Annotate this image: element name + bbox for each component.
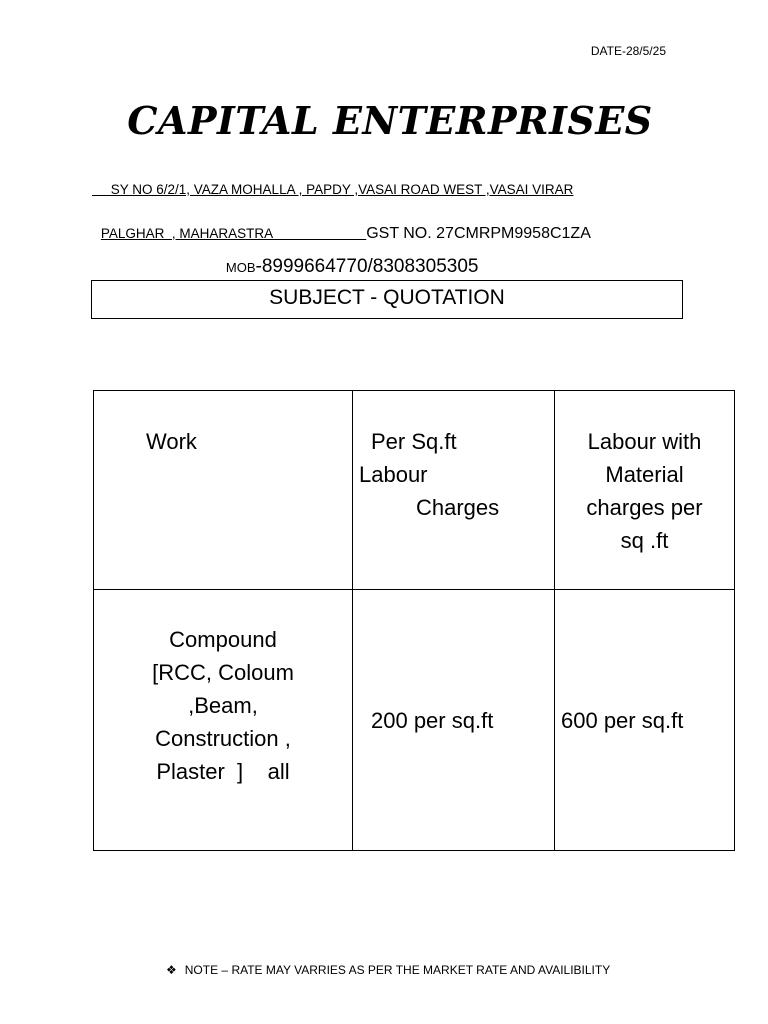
quotation-table xyxy=(93,390,735,851)
work-line-1: Compound xyxy=(169,627,277,652)
header-material-line-1: Labour with xyxy=(587,429,702,454)
row-labour-rate: 200 per sq.ft xyxy=(353,590,555,851)
header-labour-line-1: Per Sq.ft xyxy=(371,429,457,454)
header-material-line-4: sq .ft xyxy=(620,528,669,553)
address-line-2-text: PALGHAR , MAHARASTRA xyxy=(100,226,367,241)
footer-note xyxy=(166,963,610,977)
work-line-3: ,Beam, xyxy=(188,693,258,718)
gst-number: GST NO. 27CMRPM9958C1ZA xyxy=(366,225,591,242)
mobile-number: -8999664770/8308305305 xyxy=(255,256,479,277)
company-name: CAPITAL ENTERPRISES xyxy=(127,98,653,143)
header-material-charges xyxy=(555,391,735,590)
work-line-2: [RCC, Coloum xyxy=(152,660,294,685)
header-material-line-3: charges per xyxy=(586,495,703,520)
header-labour-line-3: Charges xyxy=(416,495,500,520)
header-work-label: Work xyxy=(146,429,197,454)
work-line-5: Plaster ] all xyxy=(156,759,290,784)
header-material-line-2: Material xyxy=(605,462,684,487)
header-labour-charges xyxy=(353,391,555,590)
row-work-description xyxy=(94,590,353,851)
mobile-label: MOB xyxy=(225,260,256,275)
table-row xyxy=(94,590,735,851)
work-line-4: Construction , xyxy=(155,726,291,751)
quotation-date: DATE-28/5/25 xyxy=(590,44,666,58)
mobile-contact xyxy=(217,238,478,278)
header-labour-line-2: Labour xyxy=(359,462,428,487)
bullet-icon: ❖ xyxy=(166,963,177,977)
subject-box: SUBJECT - QUOTATION xyxy=(91,280,683,319)
row-material-rate: 600 per sq.ft xyxy=(555,590,735,851)
footer-note-text: NOTE – RATE MAY VARRIES AS PER THE MARKET RATE AND AVAILIBILITY xyxy=(184,963,611,977)
table-header-row xyxy=(94,391,735,590)
address-line-1: SY NO 6/2/1, VAZA MOHALLA , PAPDY ,VASAI ROAD WEST ,VASAI VIRAR xyxy=(92,182,574,197)
header-work xyxy=(94,391,353,590)
